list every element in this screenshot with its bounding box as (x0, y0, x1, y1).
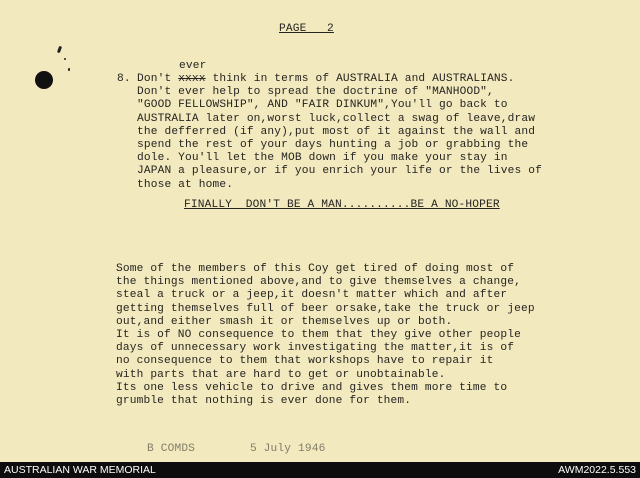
punch-hole (35, 71, 53, 89)
pencil-mark (68, 68, 70, 71)
inserted-word: ever (179, 60, 207, 72)
item-text-rest: Don't ever help to spread the doctrine of "MANHOOD", "GOOD FELLOWSHIP", AND "FAIR DINKUM",You'll go back to AUSTRALIA later on,worst luck,collect a swag of leave,draw the defferred (if any),put most of it against the wall and spend the rest of your days hunting a job or grabbing the dole. You'll let the MOB down if you make your stay in JAPAN a pleasure,or if you enrich your life or the lives of those at home. (137, 86, 542, 191)
archive-caption-bar (0, 462, 640, 478)
item-number: 8. (117, 73, 131, 85)
item-text-line1: think in terms of AUSTRALIA and AUSTRALIANS. (205, 73, 515, 85)
item-text-start: Don't (137, 73, 179, 85)
paragraph-vehicles: Some of the members of this Coy get tired of doing most of the things mentioned above,and to give themselves a change, steal a truck or a jeep,it doesn't matter which and after getting themselves full of beer orsake,take the truck or jeep out,and either smash it or themselves up or both. It is of NO consequence to them that they give other people days of unnecessary work investigating the matter,it is of no consequence to them that workshops have to repair it with parts that are hard to get or unobtainable. (116, 263, 535, 381)
archive-institution: AUSTRALIAN WAR MEMORIAL (4, 464, 156, 476)
pencil-mark (64, 58, 66, 60)
crossed-out-word: xxxx (178, 73, 206, 85)
footer-stamp: B COMDS 5 July 1946 (147, 443, 326, 455)
page-heading: PAGE 2 (279, 23, 334, 35)
closing-slogan: FINALLY DON'T BE A MAN..........BE A NO-HOPER (184, 199, 500, 211)
archive-reference: AWM2022.5.553 (558, 464, 636, 476)
item-8-paragraph (137, 73, 542, 192)
pencil-mark (57, 46, 62, 54)
paragraph-final: Its one less vehicle to drive and gives them more time to grumble that nothing is ever done for them. (116, 382, 508, 408)
